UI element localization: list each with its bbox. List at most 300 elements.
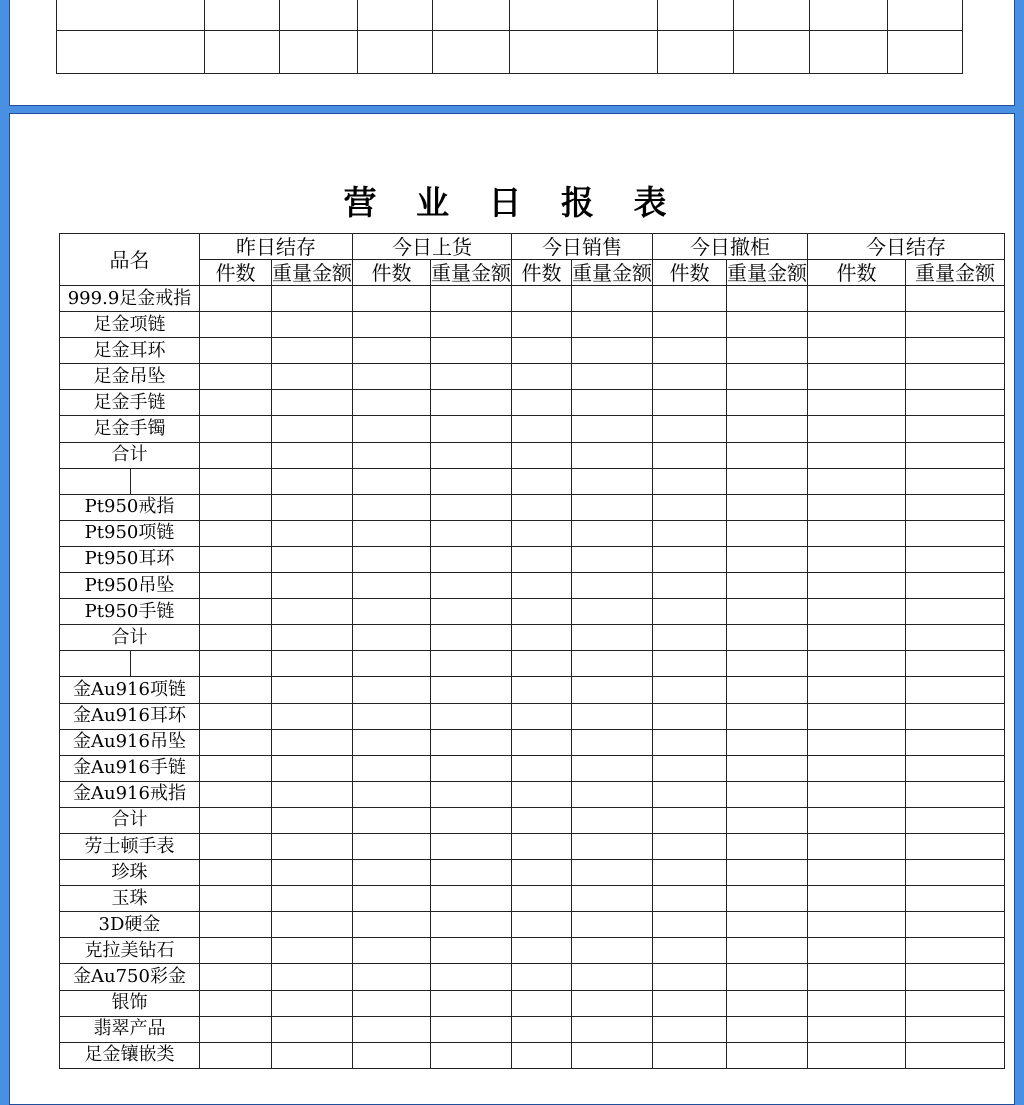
amount-cell[interactable]: [727, 938, 808, 964]
count-cell[interactable]: [512, 755, 572, 781]
amount-cell[interactable]: [906, 286, 1005, 312]
amount-cell[interactable]: [431, 312, 512, 338]
amount-cell[interactable]: [572, 390, 653, 416]
amount-cell[interactable]: [431, 286, 512, 312]
count-cell[interactable]: [808, 312, 906, 338]
amount-cell[interactable]: [272, 1042, 353, 1068]
count-cell[interactable]: [808, 442, 906, 468]
amount-cell[interactable]: [572, 625, 653, 651]
amount-cell[interactable]: [906, 938, 1005, 964]
amount-cell[interactable]: [727, 833, 808, 859]
count-cell[interactable]: [512, 494, 572, 520]
count-cell[interactable]: [808, 520, 906, 546]
amount-cell[interactable]: [572, 494, 653, 520]
amount-cell[interactable]: [431, 338, 512, 364]
amount-cell[interactable]: [572, 468, 653, 494]
amount-cell[interactable]: [572, 286, 653, 312]
amount-cell[interactable]: [272, 312, 353, 338]
count-cell[interactable]: [808, 912, 906, 938]
amount-cell[interactable]: [272, 833, 353, 859]
count-cell[interactable]: [353, 677, 431, 703]
amount-cell[interactable]: [431, 755, 512, 781]
count-cell[interactable]: [200, 912, 272, 938]
amount-cell[interactable]: [272, 599, 353, 625]
count-cell[interactable]: [653, 729, 727, 755]
amount-cell[interactable]: [431, 442, 512, 468]
count-cell[interactable]: [808, 886, 906, 912]
count-cell[interactable]: [353, 651, 431, 677]
amount-cell[interactable]: [727, 520, 808, 546]
amount-cell[interactable]: [727, 703, 808, 729]
amount-cell[interactable]: [431, 938, 512, 964]
amount-cell[interactable]: [572, 729, 653, 755]
count-cell[interactable]: [200, 1042, 272, 1068]
amount-cell[interactable]: [431, 520, 512, 546]
count-cell[interactable]: [653, 1016, 727, 1042]
count-cell[interactable]: [808, 755, 906, 781]
amount-cell[interactable]: [431, 807, 512, 833]
count-cell[interactable]: [512, 964, 572, 990]
amount-cell[interactable]: [727, 312, 808, 338]
count-cell[interactable]: [808, 1042, 906, 1068]
count-cell[interactable]: [653, 703, 727, 729]
amount-cell[interactable]: [431, 468, 512, 494]
count-cell[interactable]: [200, 729, 272, 755]
count-cell[interactable]: [653, 286, 727, 312]
amount-cell[interactable]: [727, 625, 808, 651]
count-cell[interactable]: [808, 390, 906, 416]
amount-cell[interactable]: [727, 338, 808, 364]
amount-cell[interactable]: [906, 416, 1005, 442]
amount-cell[interactable]: [572, 312, 653, 338]
count-cell[interactable]: [653, 364, 727, 390]
count-cell[interactable]: [512, 1042, 572, 1068]
count-cell[interactable]: [200, 573, 272, 599]
amount-cell[interactable]: [431, 546, 512, 572]
amount-cell[interactable]: [906, 1016, 1005, 1042]
amount-cell[interactable]: [272, 338, 353, 364]
amount-cell[interactable]: [727, 651, 808, 677]
amount-cell[interactable]: [272, 703, 353, 729]
amount-cell[interactable]: [906, 468, 1005, 494]
amount-cell[interactable]: [431, 494, 512, 520]
count-cell[interactable]: [808, 938, 906, 964]
count-cell[interactable]: [653, 938, 727, 964]
amount-cell[interactable]: [431, 390, 512, 416]
count-cell[interactable]: [512, 468, 572, 494]
amount-cell[interactable]: [727, 886, 808, 912]
count-cell[interactable]: [653, 677, 727, 703]
amount-cell[interactable]: [431, 364, 512, 390]
amount-cell[interactable]: [906, 833, 1005, 859]
amount-cell[interactable]: [727, 599, 808, 625]
count-cell[interactable]: [353, 364, 431, 390]
amount-cell[interactable]: [272, 651, 353, 677]
count-cell[interactable]: [200, 520, 272, 546]
amount-cell[interactable]: [727, 546, 808, 572]
amount-cell[interactable]: [272, 390, 353, 416]
amount-cell[interactable]: [572, 338, 653, 364]
count-cell[interactable]: [653, 807, 727, 833]
count-cell[interactable]: [512, 599, 572, 625]
count-cell[interactable]: [353, 312, 431, 338]
count-cell[interactable]: [353, 807, 431, 833]
amount-cell[interactable]: [906, 390, 1005, 416]
amount-cell[interactable]: [906, 494, 1005, 520]
amount-cell[interactable]: [431, 599, 512, 625]
amount-cell[interactable]: [572, 938, 653, 964]
amount-cell[interactable]: [431, 677, 512, 703]
amount-cell[interactable]: [572, 364, 653, 390]
count-cell[interactable]: [353, 468, 431, 494]
amount-cell[interactable]: [572, 520, 653, 546]
amount-cell[interactable]: [272, 677, 353, 703]
count-cell[interactable]: [200, 468, 272, 494]
amount-cell[interactable]: [906, 912, 1005, 938]
amount-cell[interactable]: [727, 912, 808, 938]
count-cell[interactable]: [653, 833, 727, 859]
amount-cell[interactable]: [572, 677, 653, 703]
count-cell[interactable]: [353, 546, 431, 572]
count-cell[interactable]: [353, 938, 431, 964]
amount-cell[interactable]: [431, 1016, 512, 1042]
amount-cell[interactable]: [906, 990, 1005, 1016]
count-cell[interactable]: [200, 781, 272, 807]
amount-cell[interactable]: [272, 755, 353, 781]
amount-cell[interactable]: [906, 703, 1005, 729]
count-cell[interactable]: [512, 416, 572, 442]
count-cell[interactable]: [808, 1016, 906, 1042]
count-cell[interactable]: [353, 286, 431, 312]
amount-cell[interactable]: [727, 1042, 808, 1068]
count-cell[interactable]: [200, 364, 272, 390]
count-cell[interactable]: [808, 468, 906, 494]
amount-cell[interactable]: [431, 860, 512, 886]
count-cell[interactable]: [200, 833, 272, 859]
amount-cell[interactable]: [272, 573, 353, 599]
count-cell[interactable]: [353, 990, 431, 1016]
count-cell[interactable]: [200, 651, 272, 677]
count-cell[interactable]: [808, 807, 906, 833]
count-cell[interactable]: [653, 520, 727, 546]
count-cell[interactable]: [200, 442, 272, 468]
amount-cell[interactable]: [906, 886, 1005, 912]
count-cell[interactable]: [353, 520, 431, 546]
amount-cell[interactable]: [906, 546, 1005, 572]
count-cell[interactable]: [512, 286, 572, 312]
amount-cell[interactable]: [431, 703, 512, 729]
amount-cell[interactable]: [572, 1042, 653, 1068]
count-cell[interactable]: [353, 964, 431, 990]
count-cell[interactable]: [808, 546, 906, 572]
amount-cell[interactable]: [431, 573, 512, 599]
count-cell[interactable]: [653, 1042, 727, 1068]
amount-cell[interactable]: [572, 599, 653, 625]
count-cell[interactable]: [653, 651, 727, 677]
amount-cell[interactable]: [272, 807, 353, 833]
amount-cell[interactable]: [906, 625, 1005, 651]
amount-cell[interactable]: [906, 860, 1005, 886]
amount-cell[interactable]: [727, 990, 808, 1016]
count-cell[interactable]: [653, 312, 727, 338]
amount-cell[interactable]: [272, 964, 353, 990]
amount-cell[interactable]: [572, 990, 653, 1016]
count-cell[interactable]: [653, 781, 727, 807]
count-cell[interactable]: [200, 312, 272, 338]
amount-cell[interactable]: [431, 964, 512, 990]
amount-cell[interactable]: [572, 651, 653, 677]
count-cell[interactable]: [200, 990, 272, 1016]
amount-cell[interactable]: [727, 1016, 808, 1042]
amount-cell[interactable]: [906, 312, 1005, 338]
amount-cell[interactable]: [572, 807, 653, 833]
amount-cell[interactable]: [572, 416, 653, 442]
count-cell[interactable]: [653, 755, 727, 781]
amount-cell[interactable]: [572, 781, 653, 807]
count-cell[interactable]: [200, 390, 272, 416]
count-cell[interactable]: [512, 781, 572, 807]
count-cell[interactable]: [653, 573, 727, 599]
amount-cell[interactable]: [572, 546, 653, 572]
amount-cell[interactable]: [431, 416, 512, 442]
count-cell[interactable]: [512, 990, 572, 1016]
count-cell[interactable]: [353, 390, 431, 416]
count-cell[interactable]: [653, 912, 727, 938]
amount-cell[interactable]: [906, 807, 1005, 833]
count-cell[interactable]: [200, 807, 272, 833]
count-cell[interactable]: [353, 494, 431, 520]
amount-cell[interactable]: [272, 442, 353, 468]
amount-cell[interactable]: [572, 833, 653, 859]
count-cell[interactable]: [808, 286, 906, 312]
count-cell[interactable]: [200, 286, 272, 312]
amount-cell[interactable]: [431, 1042, 512, 1068]
amount-cell[interactable]: [272, 729, 353, 755]
amount-cell[interactable]: [727, 781, 808, 807]
amount-cell[interactable]: [727, 494, 808, 520]
count-cell[interactable]: [512, 364, 572, 390]
count-cell[interactable]: [200, 938, 272, 964]
amount-cell[interactable]: [272, 468, 353, 494]
amount-cell[interactable]: [572, 755, 653, 781]
amount-cell[interactable]: [906, 1042, 1005, 1068]
amount-cell[interactable]: [727, 364, 808, 390]
count-cell[interactable]: [808, 964, 906, 990]
amount-cell[interactable]: [727, 755, 808, 781]
amount-cell[interactable]: [906, 781, 1005, 807]
amount-cell[interactable]: [572, 964, 653, 990]
count-cell[interactable]: [512, 912, 572, 938]
count-cell[interactable]: [353, 442, 431, 468]
count-cell[interactable]: [653, 886, 727, 912]
amount-cell[interactable]: [431, 781, 512, 807]
count-cell[interactable]: [512, 833, 572, 859]
amount-cell[interactable]: [727, 573, 808, 599]
amount-cell[interactable]: [572, 1016, 653, 1042]
amount-cell[interactable]: [272, 625, 353, 651]
count-cell[interactable]: [808, 494, 906, 520]
amount-cell[interactable]: [272, 886, 353, 912]
amount-cell[interactable]: [572, 886, 653, 912]
count-cell[interactable]: [512, 442, 572, 468]
amount-cell[interactable]: [431, 625, 512, 651]
amount-cell[interactable]: [727, 390, 808, 416]
count-cell[interactable]: [353, 1016, 431, 1042]
count-cell[interactable]: [353, 781, 431, 807]
count-cell[interactable]: [353, 729, 431, 755]
amount-cell[interactable]: [727, 677, 808, 703]
count-cell[interactable]: [808, 364, 906, 390]
amount-cell[interactable]: [272, 494, 353, 520]
count-cell[interactable]: [200, 703, 272, 729]
count-cell[interactable]: [512, 677, 572, 703]
count-cell[interactable]: [512, 1016, 572, 1042]
count-cell[interactable]: [512, 520, 572, 546]
count-cell[interactable]: [512, 938, 572, 964]
amount-cell[interactable]: [272, 860, 353, 886]
count-cell[interactable]: [512, 729, 572, 755]
count-cell[interactable]: [653, 416, 727, 442]
amount-cell[interactable]: [906, 338, 1005, 364]
amount-cell[interactable]: [272, 990, 353, 1016]
amount-cell[interactable]: [727, 442, 808, 468]
amount-cell[interactable]: [272, 286, 353, 312]
count-cell[interactable]: [653, 546, 727, 572]
count-cell[interactable]: [512, 338, 572, 364]
count-cell[interactable]: [653, 468, 727, 494]
count-cell[interactable]: [353, 416, 431, 442]
count-cell[interactable]: [808, 833, 906, 859]
amount-cell[interactable]: [906, 573, 1005, 599]
count-cell[interactable]: [808, 990, 906, 1016]
count-cell[interactable]: [200, 599, 272, 625]
amount-cell[interactable]: [727, 860, 808, 886]
count-cell[interactable]: [200, 1016, 272, 1042]
count-cell[interactable]: [512, 312, 572, 338]
count-cell[interactable]: [653, 599, 727, 625]
amount-cell[interactable]: [272, 520, 353, 546]
count-cell[interactable]: [353, 338, 431, 364]
count-cell[interactable]: [353, 599, 431, 625]
amount-cell[interactable]: [431, 833, 512, 859]
amount-cell[interactable]: [727, 729, 808, 755]
count-cell[interactable]: [512, 703, 572, 729]
amount-cell[interactable]: [906, 677, 1005, 703]
count-cell[interactable]: [200, 886, 272, 912]
count-cell[interactable]: [653, 990, 727, 1016]
count-cell[interactable]: [200, 677, 272, 703]
amount-cell[interactable]: [572, 703, 653, 729]
amount-cell[interactable]: [727, 468, 808, 494]
count-cell[interactable]: [353, 625, 431, 651]
count-cell[interactable]: [808, 729, 906, 755]
count-cell[interactable]: [200, 546, 272, 572]
amount-cell[interactable]: [272, 364, 353, 390]
count-cell[interactable]: [512, 573, 572, 599]
count-cell[interactable]: [808, 781, 906, 807]
amount-cell[interactable]: [906, 364, 1005, 390]
count-cell[interactable]: [200, 416, 272, 442]
count-cell[interactable]: [200, 338, 272, 364]
amount-cell[interactable]: [906, 651, 1005, 677]
amount-cell[interactable]: [572, 860, 653, 886]
amount-cell[interactable]: [431, 912, 512, 938]
amount-cell[interactable]: [906, 964, 1005, 990]
amount-cell[interactable]: [906, 755, 1005, 781]
count-cell[interactable]: [653, 390, 727, 416]
count-cell[interactable]: [512, 390, 572, 416]
amount-cell[interactable]: [272, 912, 353, 938]
amount-cell[interactable]: [431, 729, 512, 755]
count-cell[interactable]: [808, 599, 906, 625]
amount-cell[interactable]: [272, 546, 353, 572]
count-cell[interactable]: [653, 625, 727, 651]
count-cell[interactable]: [512, 546, 572, 572]
count-cell[interactable]: [808, 703, 906, 729]
count-cell[interactable]: [653, 964, 727, 990]
amount-cell[interactable]: [727, 807, 808, 833]
count-cell[interactable]: [353, 573, 431, 599]
amount-cell[interactable]: [431, 651, 512, 677]
count-cell[interactable]: [353, 860, 431, 886]
amount-cell[interactable]: [906, 520, 1005, 546]
amount-cell[interactable]: [431, 990, 512, 1016]
amount-cell[interactable]: [906, 729, 1005, 755]
amount-cell[interactable]: [272, 1016, 353, 1042]
count-cell[interactable]: [200, 964, 272, 990]
count-cell[interactable]: [808, 573, 906, 599]
amount-cell[interactable]: [727, 416, 808, 442]
count-cell[interactable]: [512, 807, 572, 833]
amount-cell[interactable]: [727, 286, 808, 312]
amount-cell[interactable]: [906, 442, 1005, 468]
count-cell[interactable]: [200, 625, 272, 651]
amount-cell[interactable]: [572, 442, 653, 468]
count-cell[interactable]: [808, 860, 906, 886]
count-cell[interactable]: [808, 416, 906, 442]
amount-cell[interactable]: [572, 573, 653, 599]
count-cell[interactable]: [808, 651, 906, 677]
count-cell[interactable]: [512, 886, 572, 912]
count-cell[interactable]: [200, 494, 272, 520]
amount-cell[interactable]: [572, 912, 653, 938]
count-cell[interactable]: [353, 755, 431, 781]
amount-cell[interactable]: [727, 964, 808, 990]
count-cell[interactable]: [512, 651, 572, 677]
amount-cell[interactable]: [272, 416, 353, 442]
count-cell[interactable]: [808, 338, 906, 364]
amount-cell[interactable]: [272, 938, 353, 964]
amount-cell[interactable]: [906, 599, 1005, 625]
count-cell[interactable]: [808, 625, 906, 651]
count-cell[interactable]: [353, 833, 431, 859]
count-cell[interactable]: [353, 886, 431, 912]
count-cell[interactable]: [200, 755, 272, 781]
count-cell[interactable]: [653, 442, 727, 468]
count-cell[interactable]: [353, 1042, 431, 1068]
count-cell[interactable]: [200, 860, 272, 886]
amount-cell[interactable]: [431, 886, 512, 912]
count-cell[interactable]: [512, 860, 572, 886]
count-cell[interactable]: [512, 625, 572, 651]
count-cell[interactable]: [653, 860, 727, 886]
count-cell[interactable]: [353, 703, 431, 729]
count-cell[interactable]: [808, 677, 906, 703]
count-cell[interactable]: [653, 338, 727, 364]
count-cell[interactable]: [653, 494, 727, 520]
count-cell[interactable]: [353, 912, 431, 938]
amount-cell[interactable]: [272, 781, 353, 807]
